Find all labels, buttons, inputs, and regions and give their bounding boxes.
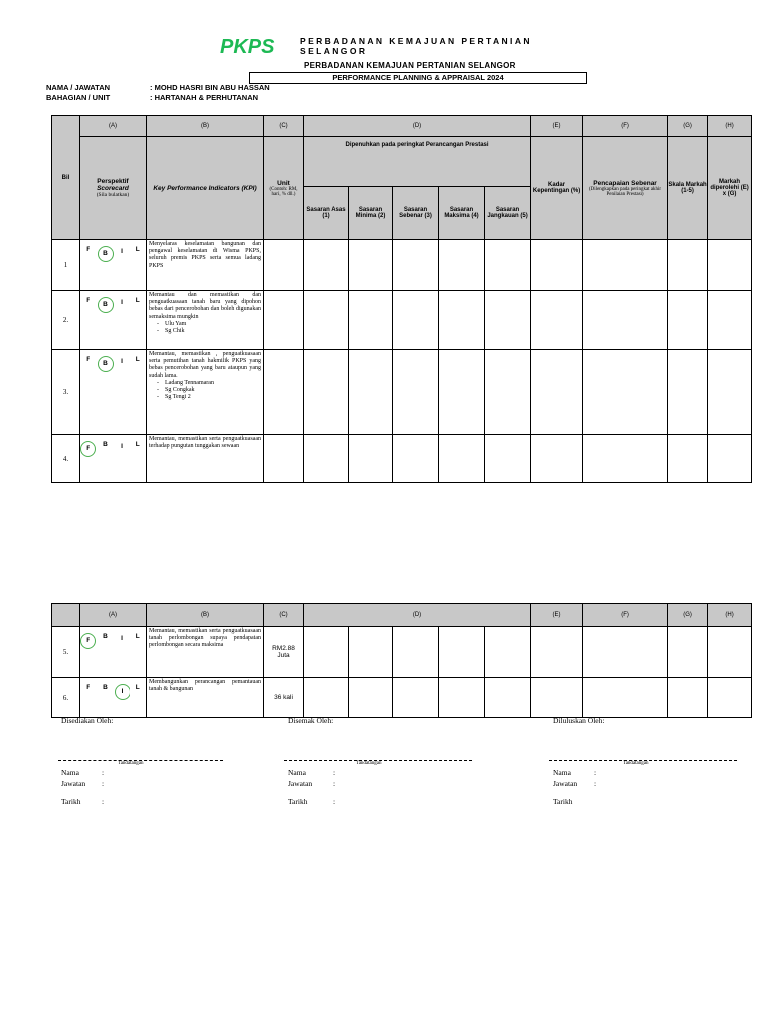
- scorecard-letter-i[interactable]: [115, 678, 130, 718]
- col-a-header-2: (A): [80, 604, 147, 627]
- kpi-text: Memantau dan memastikan dan penguatkuasaan tanah baru yang dipohon bebas dari pencerobohan dan boleh digunakan semaksima mungkin: [149, 292, 261, 320]
- circled-letter: F: [80, 633, 96, 649]
- sasaran-2-cell[interactable]: [349, 240, 393, 291]
- signature-nama-label: Nama: [61, 768, 79, 777]
- signature-tarikh-field[interactable]: :: [102, 797, 105, 806]
- letter: F: [86, 356, 91, 363]
- sasaran-1-header: Sasaran Asas (1): [304, 187, 349, 240]
- unit-cell[interactable]: [264, 435, 304, 483]
- sasaran-1-cell[interactable]: [304, 435, 349, 483]
- kpi-location: - Ladang Tennamaran: [167, 380, 261, 387]
- pencapaian-cell[interactable]: [583, 350, 668, 435]
- sasaran-4-cell[interactable]: [439, 291, 485, 350]
- sasaran-3-cell[interactable]: [393, 350, 439, 435]
- scorecard-letter-b[interactable]: [97, 350, 115, 435]
- circled-letter: B: [98, 297, 114, 313]
- circled-letter: I: [115, 684, 130, 700]
- letter: I: [121, 443, 123, 450]
- col-f-header: (F): [583, 116, 668, 137]
- kadar-cell[interactable]: [531, 240, 583, 291]
- col-b-header-2: (B): [147, 604, 264, 627]
- scorecard-letter-i[interactable]: [115, 627, 130, 678]
- perspektif-label: Perspektif: [97, 178, 129, 185]
- signature-nama-label: Nama: [553, 768, 571, 777]
- scorecard-letter-b[interactable]: [97, 435, 115, 483]
- kpi-text: Memantau, memastikan serta penguatkuasaan terhadap pungutan tunggakan sewaan: [149, 436, 261, 450]
- unit-note: (Contoh: RM, hari, % dll.): [269, 186, 298, 197]
- col-d-header-2: (D): [304, 604, 531, 627]
- scorecard-letter-b[interactable]: [97, 291, 115, 350]
- col-g-header-2: (G): [668, 604, 708, 627]
- letter: L: [135, 297, 140, 304]
- letter: B: [103, 684, 108, 691]
- sasaran-2-cell[interactable]: [349, 627, 393, 678]
- kpi-description[interactable]: [147, 627, 264, 678]
- bil-header: Bil: [52, 116, 80, 240]
- sasaran-2-cell[interactable]: [349, 291, 393, 350]
- sasaran-3-cell[interactable]: [393, 627, 439, 678]
- kpi-text: Membangunkan perancangan pemantauan tanah & bangunan: [149, 679, 261, 693]
- letter: L: [135, 684, 140, 691]
- skala-cell[interactable]: [668, 678, 708, 718]
- name-label: NAMA / JAWATAN: [46, 83, 111, 92]
- scorecard-letter-l[interactable]: [130, 678, 147, 718]
- kpi-table: [51, 115, 752, 483]
- sasaran-5-cell[interactable]: [485, 240, 531, 291]
- row-bil: 2.: [52, 291, 80, 350]
- sasaran-4-header: Sasaran Maksima (4): [439, 187, 485, 240]
- letter: F: [86, 684, 91, 691]
- scorecard-letter-f[interactable]: [80, 678, 97, 718]
- markah-cell[interactable]: [708, 627, 752, 678]
- name-value: : MOHD HASRI BIN ABU HASSAN: [150, 83, 270, 92]
- sasaran-1-cell[interactable]: [304, 678, 349, 718]
- letter: I: [121, 635, 123, 642]
- signature-jawatan-field[interactable]: :: [594, 779, 597, 788]
- disediakan-label: Disediakan Oleh:: [61, 716, 114, 725]
- circled-letter: B: [98, 356, 114, 372]
- kpi-table-continued: [51, 603, 752, 718]
- letter: L: [135, 356, 140, 363]
- signature-block-3: [549, 760, 737, 766]
- scorecard-letter-f[interactable]: [80, 291, 97, 350]
- scorecard-letter-l[interactable]: [130, 350, 147, 435]
- skala-cell[interactable]: [668, 435, 708, 483]
- row-bil: 5.: [52, 627, 80, 678]
- scorecard-letter-b[interactable]: [97, 627, 115, 678]
- org-name: PERBADANAN KEMAJUAN PERTANIAN SELANGOR: [304, 61, 516, 70]
- col-e-header: (E): [531, 116, 583, 137]
- signature-jawatan-label: Jawatan: [288, 779, 313, 788]
- skala-cell[interactable]: [668, 627, 708, 678]
- circled-letter: B: [98, 246, 114, 262]
- pencapaian-cell[interactable]: [583, 435, 668, 483]
- kadar-cell[interactable]: [531, 678, 583, 718]
- perspektif-header: [80, 137, 147, 240]
- sasaran-5-cell[interactable]: [485, 350, 531, 435]
- pencapaian-note: (Dilengkapkan pada peringkat akhir Penilaian Prestasi): [589, 186, 662, 197]
- kpi-location: - Ulu Yam: [167, 321, 261, 328]
- sasaran-4-cell[interactable]: [439, 240, 485, 291]
- scorecard-letter-i[interactable]: [115, 350, 130, 435]
- unit-cell[interactable]: [264, 291, 304, 350]
- sasaran-2-header: Sasaran Minima (2): [349, 187, 393, 240]
- unit-cell[interactable]: [264, 240, 304, 291]
- markah-cell[interactable]: [708, 678, 752, 718]
- logo-text: PKPS: [220, 36, 275, 58]
- row-bil: 1: [52, 240, 80, 291]
- scorecard-letter-l[interactable]: [130, 291, 147, 350]
- sasaran-3-cell[interactable]: [393, 435, 439, 483]
- row-bil: 6.: [52, 678, 80, 718]
- bil-header-2: [52, 604, 80, 627]
- kadar-cell[interactable]: [531, 350, 583, 435]
- form-title: PERFORMANCE PLANNING & APPRAISAL 2024: [249, 72, 587, 84]
- disemak-label: Disemak Oleh:: [288, 716, 334, 725]
- signature-nama-field[interactable]: :: [102, 768, 105, 777]
- kpi-location: - Sg Chik: [167, 328, 261, 335]
- sasaran-4-cell[interactable]: [439, 435, 485, 483]
- sasaran-3-cell[interactable]: [393, 291, 439, 350]
- signature-tarikh-label: Tarikh: [288, 797, 308, 806]
- sasaran-3-cell[interactable]: [393, 240, 439, 291]
- kadar-cell[interactable]: [531, 291, 583, 350]
- kpi-text: Memantau, memastikan , penguatkuasaan serta pemutihan tanah hakmilik PKPS yang bebas pencerobohan yang baru ataupun yang sudah lama.: [149, 351, 261, 379]
- table-row: [52, 240, 752, 291]
- unit-cell[interactable]: 36 kali: [264, 678, 304, 718]
- kpi-header: [147, 137, 264, 240]
- circled-letter: F: [80, 441, 96, 457]
- kpi-header-label: Key Performance Indicators (KPI): [153, 184, 257, 192]
- kadar-header: Kadar Kepentingan (%): [531, 137, 583, 240]
- letter: F: [86, 297, 91, 304]
- skala-header: Skala Markah (1-5): [668, 137, 708, 240]
- letter: B: [103, 633, 108, 640]
- scorecard-letter-i[interactable]: [115, 291, 130, 350]
- scorecard-letter-f[interactable]: [80, 435, 97, 483]
- pencapaian-cell[interactable]: [583, 678, 668, 718]
- table-row: [52, 291, 752, 350]
- kpi-description[interactable]: [147, 678, 264, 718]
- tandatangan-label: Tandatangan: [118, 761, 144, 766]
- signature-jawatan-field[interactable]: :: [333, 779, 336, 788]
- row-bil: 3.: [52, 350, 80, 435]
- sasaran-2-cell[interactable]: [349, 678, 393, 718]
- scorecard-letter-f[interactable]: [80, 350, 97, 435]
- kpi-text: Memantau, memastikan serta penguatkuasaan tanah perlombongan supaya pendapatan perlombongan secara maksima: [149, 628, 261, 649]
- sasaran-4-cell[interactable]: [439, 678, 485, 718]
- signature-jawatan-field[interactable]: :: [102, 779, 105, 788]
- scorecard-letter-l[interactable]: [130, 240, 147, 291]
- col-f-header-2: (F): [583, 604, 668, 627]
- signature-nama-label: Nama: [288, 768, 306, 777]
- unit-header: [264, 137, 304, 240]
- signature-block-1: [58, 760, 223, 766]
- signature-nama-field[interactable]: :: [333, 768, 336, 777]
- scorecard-letter-i[interactable]: [115, 435, 130, 483]
- letter: L: [135, 441, 140, 448]
- kpi-location-list: [149, 321, 261, 335]
- signature-block-2: [284, 760, 472, 766]
- diluluskan-label: Diluluskan Oleh:: [553, 716, 605, 725]
- markah-cell[interactable]: [708, 291, 752, 350]
- kpi-location: - Sg Tengi 2: [167, 394, 261, 401]
- kpi-description[interactable]: [147, 240, 264, 291]
- tandatangan-label: Tandatangan: [356, 761, 382, 766]
- scorecard-letter-l[interactable]: [130, 627, 147, 678]
- pencapaian-cell[interactable]: [583, 240, 668, 291]
- unit-value: : HARTANAH & PERHUTANAN: [150, 93, 259, 102]
- scorecard-letter-b[interactable]: [97, 678, 115, 718]
- sasaran-4-cell[interactable]: [439, 350, 485, 435]
- pencapaian-cell[interactable]: [583, 627, 668, 678]
- signature-nama-field[interactable]: :: [594, 768, 597, 777]
- sasaran-5-cell[interactable]: [485, 435, 531, 483]
- col-b-header: (B): [147, 116, 264, 137]
- pencapaian-label: Pencapaian Sebenar: [593, 179, 657, 187]
- signature-tarikh-field[interactable]: :: [333, 797, 336, 806]
- unit-cell[interactable]: RM2.88 Juta: [264, 627, 304, 678]
- kpi-location: - Sg Congkak: [167, 387, 261, 394]
- col-g-header: (G): [668, 116, 708, 137]
- letter: I: [121, 248, 123, 255]
- kadar-cell[interactable]: [531, 627, 583, 678]
- letter: F: [86, 246, 91, 253]
- sasaran-3-header: Sasaran Sebenar (3): [393, 187, 439, 240]
- markah-header: Markah diperolehi (E) x (G): [708, 137, 752, 240]
- sila-bulatkan-label: (Sila bulatkan): [96, 192, 130, 198]
- sasaran-5-cell[interactable]: [485, 678, 531, 718]
- letter: B: [103, 441, 108, 448]
- unit-cell[interactable]: [264, 350, 304, 435]
- scorecard-letter-f[interactable]: [80, 240, 97, 291]
- skala-cell[interactable]: [668, 291, 708, 350]
- sasaran-1-cell[interactable]: [304, 350, 349, 435]
- markah-cell[interactable]: [708, 240, 752, 291]
- kadar-cell[interactable]: [531, 435, 583, 483]
- row-bil: 4.: [52, 435, 80, 483]
- signature-tarikh-label: Tarikh: [61, 797, 81, 806]
- signature-jawatan-label: Jawatan: [553, 779, 578, 788]
- col-a-header: (A): [80, 116, 147, 137]
- kpi-description[interactable]: [147, 291, 264, 350]
- markah-cell[interactable]: [708, 435, 752, 483]
- table-row: [52, 627, 752, 678]
- letter: I: [121, 299, 123, 306]
- signature-tarikh-label: Tarikh: [553, 797, 573, 806]
- pkps-logo: [220, 36, 294, 58]
- scorecard-letter-b[interactable]: [97, 240, 115, 291]
- sasaran-2-cell[interactable]: [349, 435, 393, 483]
- sasaran-5-header: Sasaran Jangkauan (5): [485, 187, 531, 240]
- unit-header-label: Unit: [277, 179, 290, 187]
- kpi-description[interactable]: [147, 350, 264, 435]
- table-row: [52, 678, 752, 718]
- sasaran-4-cell[interactable]: [439, 627, 485, 678]
- letter: I: [121, 358, 123, 365]
- signature-jawatan-label: Jawatan: [61, 779, 86, 788]
- col-c-header: (C): [264, 116, 304, 137]
- table-row: [52, 350, 752, 435]
- scorecard-label: Scorecard: [97, 185, 129, 192]
- col-e-header-2: (E): [531, 604, 583, 627]
- table-row: [52, 435, 752, 483]
- markah-cell[interactable]: [708, 350, 752, 435]
- dipenuhkan-header: Dipenuhkan pada peringkat Perancangan Prestasi: [304, 137, 531, 187]
- sasaran-5-cell[interactable]: [485, 627, 531, 678]
- tandatangan-label: Tandatangan: [623, 761, 649, 766]
- kpi-text: Menyelaras keselamatan bangunan dan pengawal keselamatan di Wisma PKPS, seluruh premis PKPS serta semua ladang PKPS: [149, 241, 261, 269]
- sasaran-3-cell[interactable]: [393, 678, 439, 718]
- letter: L: [135, 633, 140, 640]
- sasaran-1-cell[interactable]: [304, 627, 349, 678]
- sasaran-1-cell[interactable]: [304, 240, 349, 291]
- sasaran-5-cell[interactable]: [485, 291, 531, 350]
- pencapaian-header: [583, 137, 668, 240]
- skala-cell[interactable]: [668, 350, 708, 435]
- col-c-header-2: (C): [264, 604, 304, 627]
- col-h-header: (H): [708, 116, 752, 137]
- sasaran-1-cell[interactable]: [304, 291, 349, 350]
- kpi-description[interactable]: [147, 435, 264, 483]
- unit-label: BAHAGIAN / UNIT: [46, 93, 111, 102]
- skala-cell[interactable]: [668, 240, 708, 291]
- letter: L: [135, 246, 140, 253]
- col-d-header: (D): [304, 116, 531, 137]
- kpi-location-list: [149, 380, 261, 402]
- scorecard-letter-l[interactable]: [130, 435, 147, 483]
- scorecard-letter-i[interactable]: [115, 240, 130, 291]
- org-name-spaced: PERBADANAN KEMAJUAN PERTANIAN SELANGOR: [300, 36, 532, 56]
- col-h-header-2: (H): [708, 604, 752, 627]
- sasaran-2-cell[interactable]: [349, 350, 393, 435]
- pencapaian-cell[interactable]: [583, 291, 668, 350]
- scorecard-letter-f[interactable]: [80, 627, 97, 678]
